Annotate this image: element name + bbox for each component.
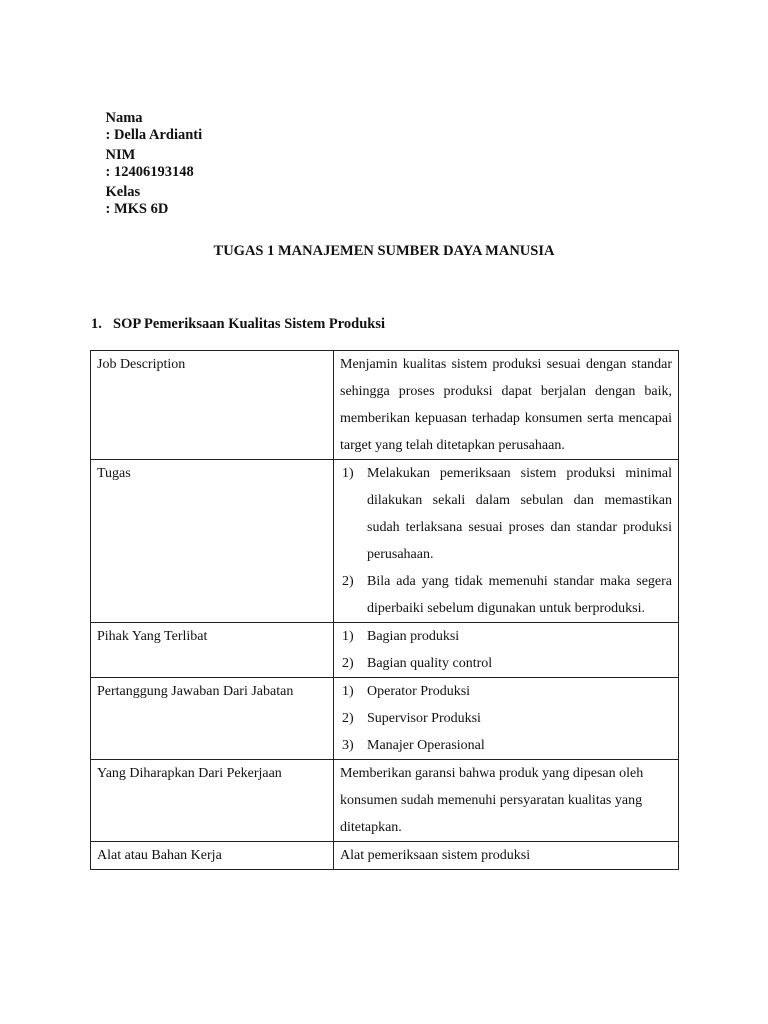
nama-value: : Della Ardianti <box>105 127 203 143</box>
row-label-tugas: Tugas <box>91 460 334 623</box>
list-item-text: Bagian produksi <box>367 629 460 644</box>
info-row-kelas <box>91 167 168 235</box>
list-marker: 1) <box>342 466 354 481</box>
row-label-yang-diharapkan: Yang Diharapkan Dari Pekerjaan <box>91 760 334 842</box>
row-value-pihak-terlibat <box>334 623 679 678</box>
list-item <box>340 705 672 732</box>
list-item-text: Manajer Operasional <box>367 738 485 753</box>
list-item-text: Bagian quality control <box>367 656 493 671</box>
list-item-text: Melakukan pemeriksaan sistem produksi minimal dilakukan sekali dalam sebulan dan memastikan sudah terlaksana sesuai proses dan standar produksi perusahaan. <box>367 466 672 562</box>
list-item <box>340 678 672 705</box>
list-marker: 1) <box>342 684 354 699</box>
sop-table <box>90 350 679 870</box>
nim-label: NIM <box>105 147 136 163</box>
list-marker: 3) <box>342 738 354 753</box>
list-item-text: Operator Produksi <box>367 684 471 699</box>
list-item <box>340 460 672 568</box>
list-item-text: Supervisor Produksi <box>367 711 481 726</box>
table-row <box>91 460 679 623</box>
table-row <box>91 842 679 870</box>
list-marker: 1) <box>342 629 354 644</box>
list-item <box>340 732 672 759</box>
nim-value: : 12406193148 <box>105 164 194 180</box>
jabatan-list <box>340 678 672 759</box>
row-label-pihak-terlibat: Pihak Yang Terlibat <box>91 623 334 678</box>
list-item <box>340 650 672 677</box>
kelas-label: Kelas <box>105 184 141 200</box>
row-label-alat-bahan: Alat atau Bahan Kerja <box>91 842 334 870</box>
section-heading <box>91 316 385 333</box>
list-marker: 2) <box>342 711 354 726</box>
list-marker: 2) <box>342 656 354 671</box>
table-row <box>91 678 679 760</box>
row-value-pertanggung-jawaban <box>334 678 679 760</box>
row-value-yang-diharapkan: Memberikan garansi bahwa produk yang dipesan oleh konsumen sudah memenuhi persyaratan kualitas yang ditetapkan. <box>334 760 679 842</box>
tugas-list <box>340 460 672 622</box>
document-title: TUGAS 1 MANAJEMEN SUMBER DAYA MANUSIA <box>213 243 555 259</box>
section-title: SOP Pemeriksaan Kualitas Sistem Produksi <box>113 316 386 332</box>
row-value-alat-bahan: Alat pemeriksaan sistem produksi <box>334 842 679 870</box>
row-value-tugas <box>334 460 679 623</box>
list-item <box>340 568 672 622</box>
row-value-job-description: Menjamin kualitas sistem produksi sesuai dengan standar sehingga proses produksi dapat berjalan dengan baik, memberikan kepuasan terhadap konsumen serta mencapai target yang telah ditetapkan perusahaan. <box>334 351 679 460</box>
list-item <box>340 623 672 650</box>
section-number: 1. <box>91 316 102 332</box>
kelas-value: : MKS 6D <box>105 201 169 217</box>
row-label-job-description: Job Description <box>91 351 334 460</box>
list-marker: 2) <box>342 574 354 589</box>
table-row <box>91 623 679 678</box>
row-label-pertanggung-jawaban: Pertanggung Jawaban Dari Jabatan <box>91 678 334 760</box>
table-row <box>91 760 679 842</box>
table-row <box>91 351 679 460</box>
nama-label: Nama <box>105 110 143 126</box>
pihak-list <box>340 623 672 677</box>
list-item-text: Bila ada yang tidak memenuhi standar maka segera diperbaiki sebelum digunakan untuk berproduksi. <box>367 574 672 616</box>
